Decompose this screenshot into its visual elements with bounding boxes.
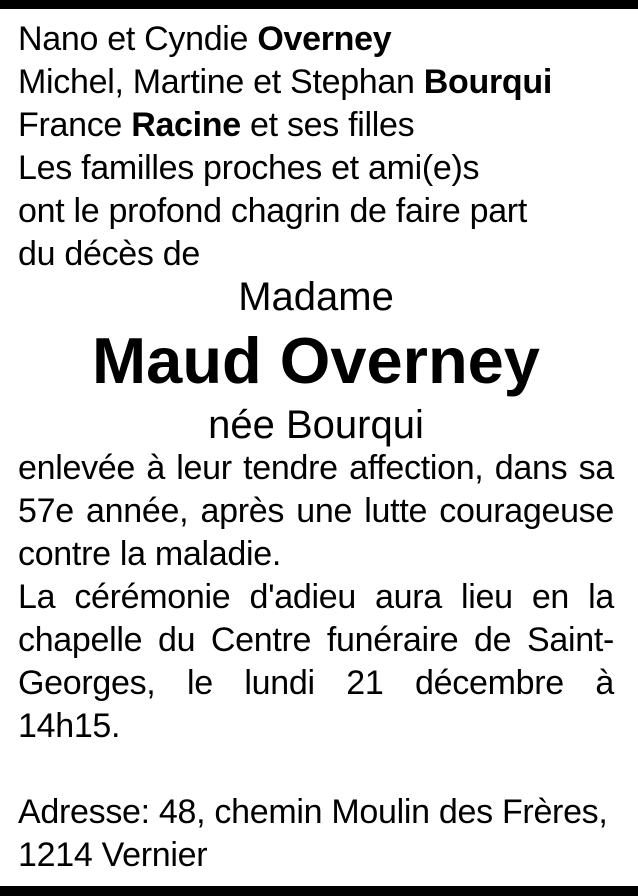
intro-line: du décès de: [18, 235, 200, 273]
honorific: Madame: [238, 275, 394, 319]
paragraph-spacer: [18, 748, 614, 791]
family-line-suffix: et ses filles: [250, 106, 415, 144]
intro-line: ont le profond chagrin de faire part: [18, 192, 527, 230]
family-surname: Overney: [257, 20, 392, 58]
deceased-name: Maud Overney: [92, 324, 540, 397]
family-surname: Bourqui: [423, 63, 553, 101]
family-line-text: Michel, Martine et Stephan: [18, 63, 415, 101]
tribute-line: 57e année, après une lutte courageuse: [18, 492, 614, 530]
family-line-text: France: [18, 106, 123, 144]
bottom-rule: [0, 886, 638, 896]
ceremony-line: Georges, le lundi 21 décembre à: [18, 664, 614, 702]
ceremony-line: chapelle du Centre funéraire de Saint-: [18, 621, 614, 659]
family-line: [18, 104, 614, 147]
notice-body: [18, 18, 614, 877]
address-line: 1214 Vernier: [18, 836, 208, 874]
ceremony-line: 14h15.: [18, 707, 121, 745]
family-surname: Racine: [131, 106, 241, 144]
intro-line: Les familles proches et ami(e)s: [18, 149, 480, 187]
top-rule: [0, 0, 638, 9]
tribute-line: enlevée à leur tendre affection, dans sa: [18, 449, 614, 487]
tribute-line: contre la maladie.: [18, 535, 281, 573]
family-line: [18, 18, 614, 61]
family-line: [18, 61, 614, 104]
family-line-text: Nano et Cyndie: [18, 20, 249, 58]
ceremony-line: La cérémonie d'adieu aura lieu en la: [18, 578, 614, 616]
maiden-name: née Bourqui: [208, 403, 424, 447]
address-line: Adresse: 48, chemin Moulin des Frères,: [18, 793, 608, 831]
